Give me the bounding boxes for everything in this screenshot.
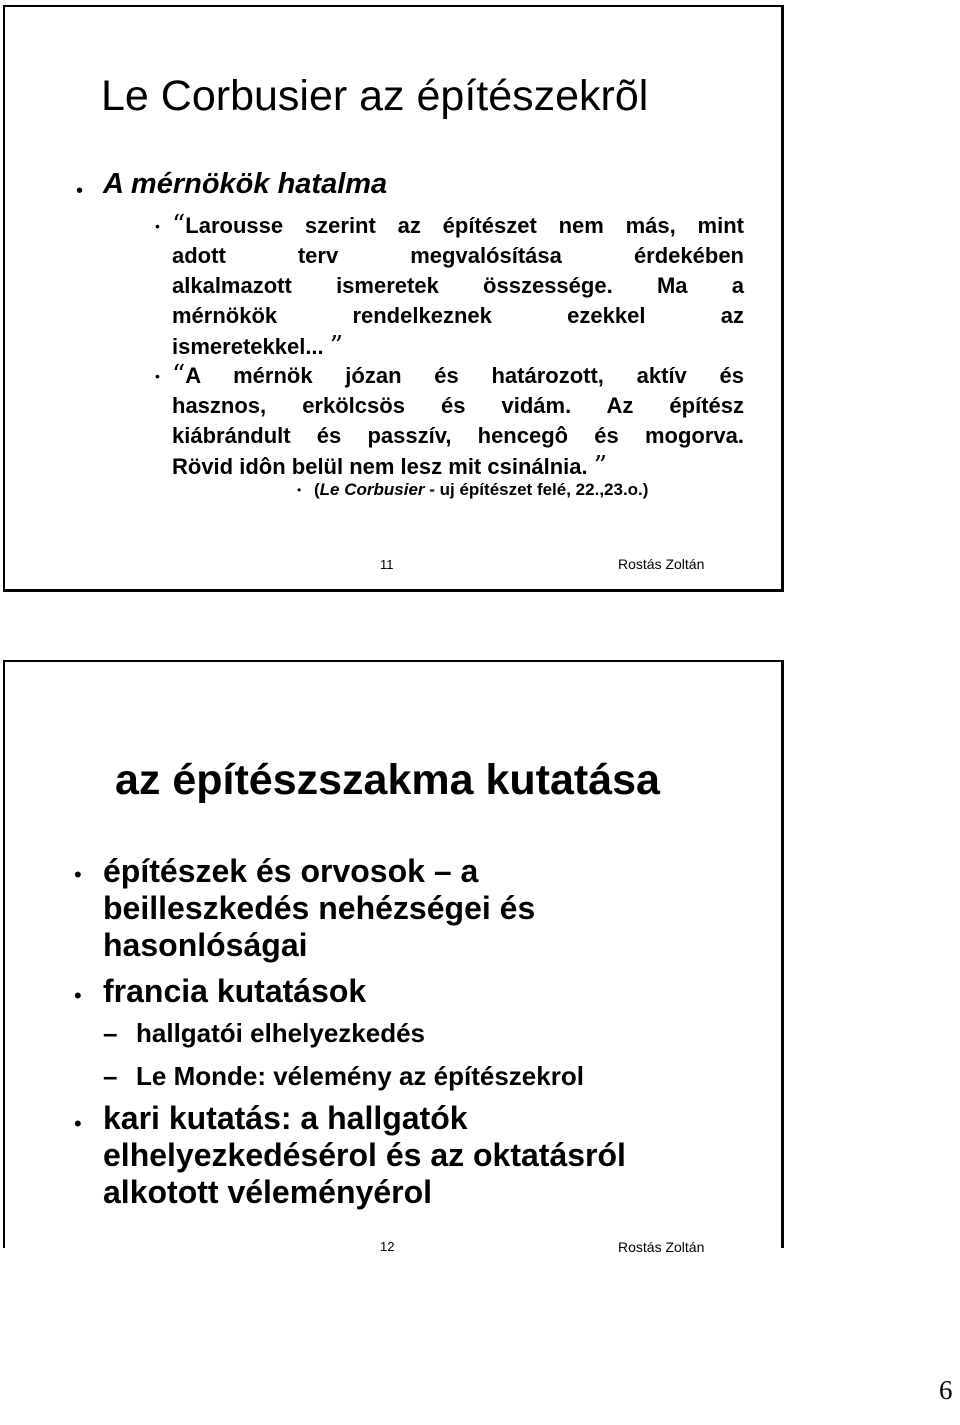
quote-line: mérnökök rendelkeznek ezekkel az [172,303,744,328]
bullet-icon: • [74,1111,82,1136]
slide-number: 11 [380,557,394,572]
dash-icon: – [103,1018,118,1048]
close-quote-icon: ” [329,331,344,361]
slide-author: Rostás Zoltán [618,1239,705,1255]
slide-title: az építészszakma kutatása [115,756,660,804]
section-heading: A mérnökök hatalma [103,168,388,200]
quote-engineer [172,360,744,482]
bullet-item [103,853,535,964]
bullet-icon: • [155,218,160,234]
close-quote-icon: ” [593,451,608,481]
quote-line: alkalmazott ismeretek összessége. Ma a [172,273,744,298]
bullet-icon: • [155,368,160,384]
bullet-icon: • [297,483,302,497]
citation: (Le Corbusier - uj építészet felé, 22.,23.o.) [314,480,649,499]
quote-line: Rövid idôn belül nem lesz mit csinálnia. [172,454,594,479]
slide-title: Le Corbusier az építészekrõl [101,72,649,120]
bullet-icon: • [74,862,82,887]
bullet-item [103,1100,626,1211]
citation-author: Le Corbusier [319,480,425,499]
bullet-line: kari kutatás: a hallgatók [103,1100,468,1136]
bullet-item: francia kutatások [103,973,367,1009]
quote-line: adott terv megvalósítása érdekében [172,243,744,268]
quote-larousse [172,210,744,362]
quote-line: kiábrándult és passzív, hencegô és mogorva. [172,423,744,448]
open-quote-icon: “ [172,210,186,240]
slide-author: Rostás Zoltán [618,556,705,572]
bullet-line: beilleszkedés nehézségei és [103,890,536,926]
bullet-icon: • [76,180,84,202]
slide-number: 12 [380,1239,395,1254]
quote-line: Larousse szerint az építészet nem más, mint [185,213,744,238]
quote-line: hasznos, erkölcsös és vidám. Az építész [172,393,744,418]
open-quote-icon: “ [172,360,186,390]
bullet-icon: • [74,983,82,1008]
quote-line: A mérnök józan és határozott, aktív és [185,363,744,388]
quote-line: ismeretekkel... [172,334,330,359]
sub-item: hallgatói elhelyezkedés [136,1018,426,1048]
dash-icon: – [103,1061,118,1091]
bullet-line: hasonlóságai [103,927,308,963]
bullet-line: alkotott véleményérol [103,1174,432,1210]
citation-source: - uj építészet felé, 22.,23.o.) [424,480,649,499]
document-page-number: 6 [939,1375,953,1405]
sub-item: Le Monde: vélemény az építészekrol [136,1061,584,1091]
bullet-line: elhelyezkedésérol és az oktatásról [103,1137,626,1173]
bullet-line: építészek és orvosok – a [103,853,479,889]
